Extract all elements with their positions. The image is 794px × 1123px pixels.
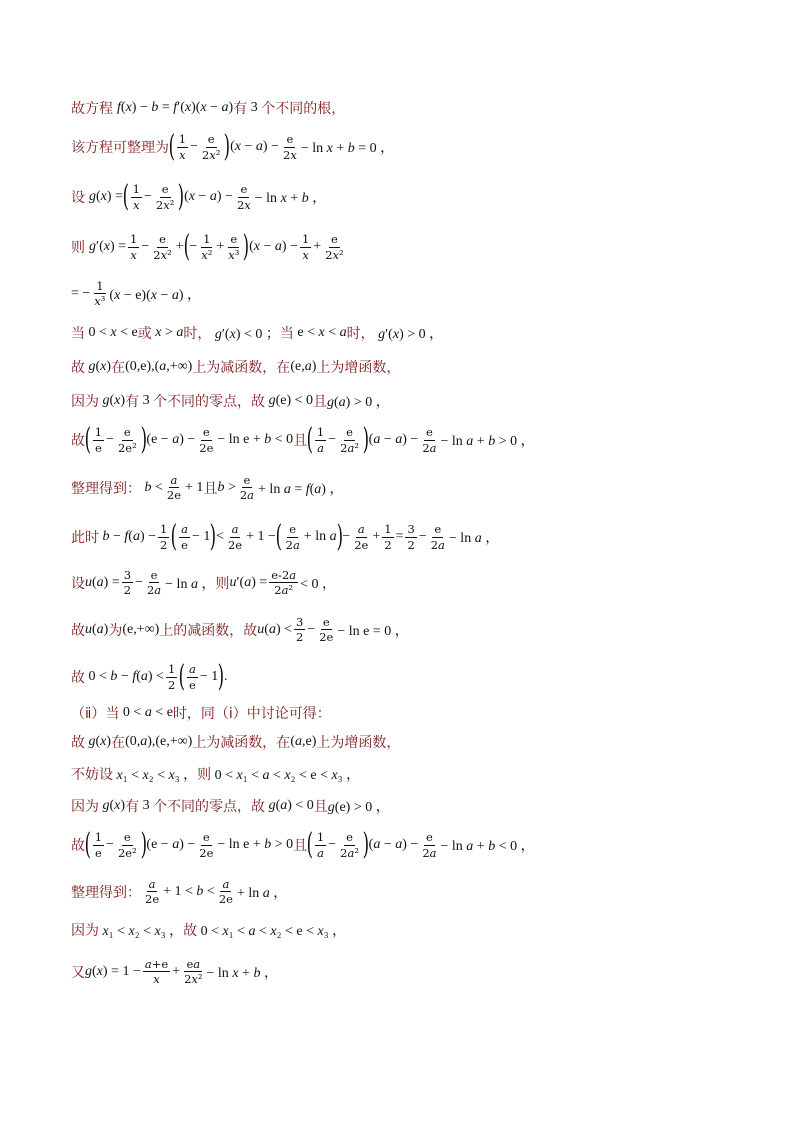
math-line-15: （ⅱ）当 0 < a < e 时，同（ⅰ）中讨论可得： xyxy=(71,705,331,722)
math-line-7: 故 g(x) 在 (0,e),(a,+∞) 上为减函数，在 (e,a) 上为增函数， xyxy=(71,359,401,376)
math-line-1: 故方程 f(x) − b = f′(x)(x − a) 有 3 个不同的根， xyxy=(71,100,346,117)
math-line-18: 因为 g(x) 有 3 个不同的零点，故 g(a) < 0 且 g(e) > 0 ， xyxy=(71,798,390,815)
math-line-3: 设 g(x) = ( $\frac{1}{x}$ − $\frac{e}{\text{2x²}}$ ) (x − a) − $\frac{e}{2x}$ − ln x + b ， xyxy=(71,179,327,214)
math-line-16: 故 g(x) 在 (0,a),(e,+∞) 上为减函数，在 (a,e) 上为增函数， xyxy=(71,734,401,751)
math-line-14: 故 0 < b − f(a) < $\frac{1}{2}$ ( $\frac{a}{e}$ − 1 ) . xyxy=(71,659,228,694)
math-line-2: 该方程可整理为 ( $\frac{1}{x}$ − $\frac{e}{\text{2x²}}$ ) (x − a) − $\frac{e}{2x}$ − ln x + b = 0 ， xyxy=(71,129,395,164)
math-line-20: 整理得到： $\frac{a}{2e}$ + 1 < b < $\frac{a}{2e}$ + ln a ， xyxy=(71,877,288,907)
math-line-11: 此时 b − f(a) − $\frac{1}{2}$ ( $\frac{a}{e}$ − 1 ) < $\frac{a}{2e}$ + 1 − ( $\frac{e}{2a}$ + ln a ) − $\frac{a}{2e}$ + $\frac{1}{2}$ = $\frac{3}{2}$ − $\frac{e}{2a}$ − ln a ， xyxy=(71,519,500,554)
math-line-8: 因为 g(x) 有 3 个不同的零点，故 g(e) < 0 且 g(a) > 0 ， xyxy=(71,393,390,410)
math-line-5: = − $\frac{1}{\text{x³}}$ (x − e)(x − a) ， xyxy=(71,279,202,309)
math-line-10: 整理得到： b < $\frac{a}{2e}$ + 1 且 b > $\frac{e}{2a}$ + ln a = f(a) ， xyxy=(71,473,344,503)
math-line-13: 故 u(a) 为 (e,+∞) 上的减函数，故 u(a) < $\frac{3}{2}$ − $\frac{e}{2e}$ − ln e = 0 ， xyxy=(71,615,409,645)
math-line-6: 当 0 < x < e 或 x > a 时， g′(x) < 0 ； 当 e < x < a 时， g′(x) > 0 ， xyxy=(71,325,444,342)
math-line-17: 不妨设 x₁ < x₂ < x₃ ， 则 0 < x₁ < a < x₂ < e < x₃ ， xyxy=(71,767,361,783)
math-line-9: 故 ( $\frac{1}{e}$ − $\frac{e}{\text{2e²}}$ ) (e − a) − $\frac{e}{2e}$ − ln e + b < 0 且 ( $\frac{1}{a}$ − $\frac{e}{\text{2a²}}$ ) (a − a) − $\frac{e}{2a}$ − ln a + b > 0 ， xyxy=(71,422,535,457)
math-line-12: 设 u(a) = $\frac{3}{2}$ − $\frac{e}{2a}$ − ln a ， 则 u′(a) = $\frac{e-2a}{\text{2a²}}$ < 0 ， xyxy=(71,568,337,598)
math-line-19: 故 ( $\frac{1}{e}$ − $\frac{e}{\text{2e²}}$ ) (e − a) − $\frac{e}{2e}$ − ln e + b > 0 且 ( $\frac{1}{a}$ − $\frac{e}{\text{2a²}}$ ) (a − a) − $\frac{e}{2a}$ − ln a + b < 0 ， xyxy=(71,827,535,862)
math-line-4: 则 g′(x) = $\frac{1}{x}$ − $\frac{e}{\text{2x²}}$ + ( − $\frac{1}{\text{x²}}$ + $\frac{e}{\text{x³}}$ ) (x − a) − $\frac{1}{x}$ + $\frac{e}{\text{2x²}}$ xyxy=(71,229,344,264)
math-line-22: 又 g(x) = 1 − $\frac{a+e}{x}$ + $\frac{ea}{\text{2x²}}$ − ln x + b ， xyxy=(71,957,278,987)
math-line-21: 因为 x₁ < x₂ < x₃ ， 故 0 < x₁ < a < x₂ < e < x₃ ， xyxy=(71,923,347,939)
